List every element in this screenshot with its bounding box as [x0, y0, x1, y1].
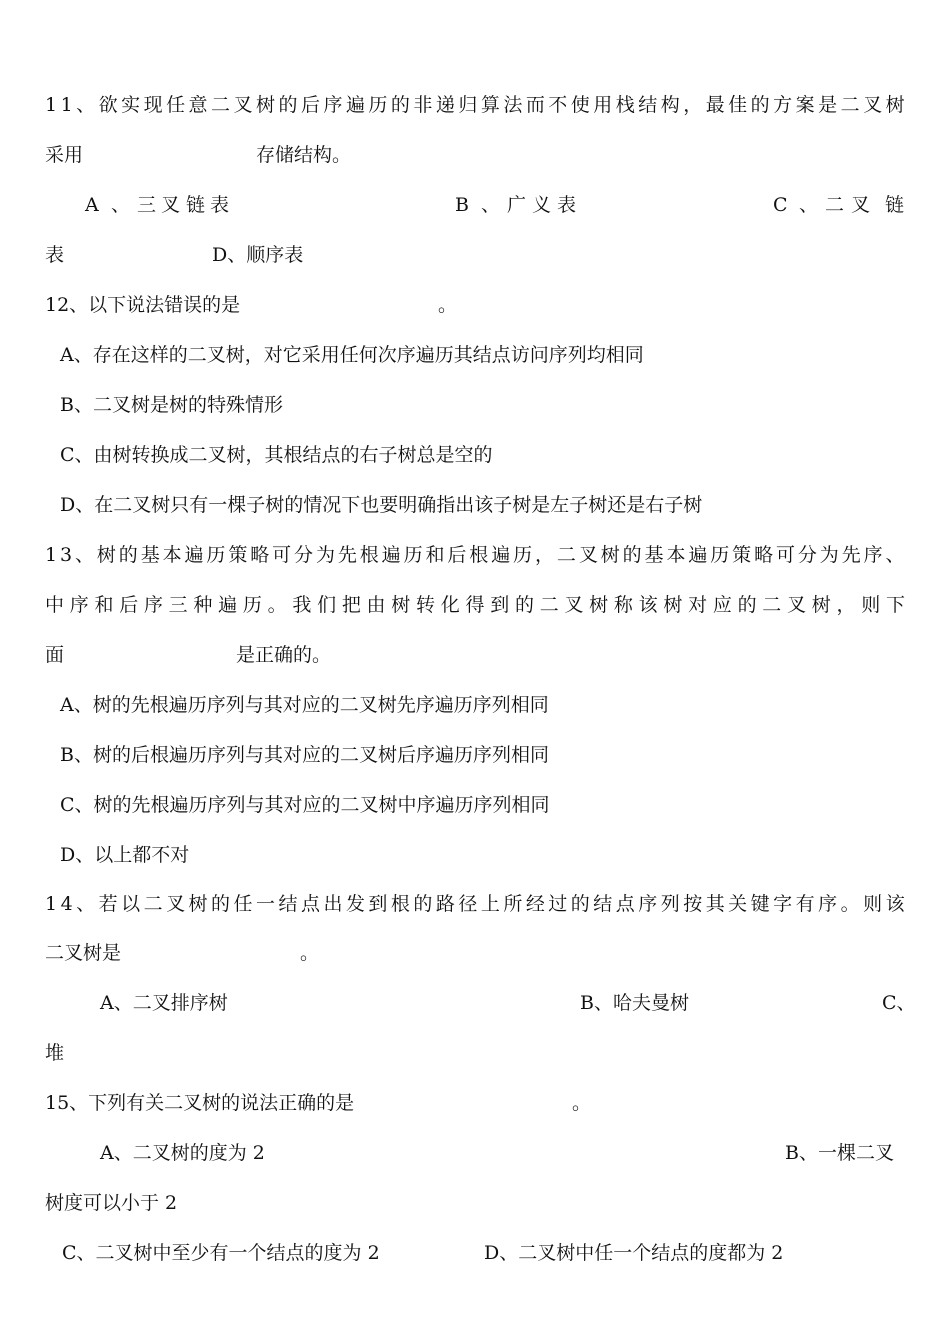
q14-line1-char: 键: [750, 893, 770, 915]
q13-stem-line3-pre: 面: [45, 644, 65, 666]
q13-line1-char: 历: [206, 544, 226, 566]
q15-option-d: D、二叉树中任一个结点的度都为 2: [484, 1242, 784, 1264]
q13-option-c: C、树的先根遍历序列与其对应的二叉树中序遍历序列相同: [60, 794, 550, 816]
q11-line1-char: 案: [795, 94, 815, 116]
q14-line1-char: 到: [368, 893, 388, 915]
q14-line1-char: 按: [683, 893, 703, 915]
q13-line1-char: 分: [797, 544, 817, 566]
q13-line1-char: 3: [59, 544, 73, 566]
q13-line1-char: 树: [96, 544, 116, 566]
q14-line1-char: 上: [480, 893, 500, 915]
q13-line2-char: 的: [514, 594, 534, 616]
q11-line1-char: 序: [323, 94, 343, 116]
q11-line1-char: 不: [548, 94, 568, 116]
q14-stem-line2-post: 。: [300, 942, 320, 964]
q11-options-char: 三: [137, 194, 157, 216]
q11-line1-char: 使: [570, 94, 590, 116]
q11-line1-char: 实: [121, 94, 141, 116]
q11-line1-char: 最: [705, 94, 725, 116]
q14-option-c: C、: [882, 992, 916, 1014]
q11-options-char: 叉: [851, 194, 871, 216]
q11-options-char: C: [773, 194, 788, 216]
q11-options-char: 二: [825, 194, 845, 216]
q14-line1-char: 则: [863, 893, 883, 915]
q13-line1-char: 基: [644, 544, 664, 566]
q11-line1-char: 树: [885, 94, 905, 116]
q14-line1-char: 序: [818, 893, 838, 915]
q11-options-char: 、: [799, 194, 819, 216]
q12-option-d: D、在二叉树只有一棵子树的情况下也要明确指出该子树是左子树还是右子树: [60, 494, 703, 516]
q11-line1-char: 用: [593, 94, 613, 116]
q13-line2-char: 们: [317, 594, 337, 616]
q11-options-char: 链: [885, 194, 905, 216]
q14-line1-char: 发: [345, 893, 365, 915]
q15-option-b: B、一棵二叉: [785, 1142, 894, 1164]
q11-option-d: D、顺序表: [212, 244, 304, 266]
q14-line1-char: 一: [256, 893, 276, 915]
q11-line1-char: 二: [840, 94, 860, 116]
q14-line1-char: 4: [60, 893, 73, 915]
q13-line1-char: 的: [622, 544, 642, 566]
q13-line1-char: 策: [228, 544, 248, 566]
q13-line2-char: 树: [663, 594, 683, 616]
q15-option-b-cont: 树度可以小于 2: [45, 1192, 178, 1214]
q11-line1-char: 是: [818, 94, 838, 116]
q14-option-c-cont: 堆: [45, 1042, 65, 1064]
q11-line1-char: 、: [76, 94, 96, 116]
q13-line2-char: 化: [440, 594, 460, 616]
q11-line1-char: 而: [525, 94, 545, 116]
q14-line1-char: 字: [773, 893, 793, 915]
q13-line1-char: 略: [754, 544, 774, 566]
q13-line1-char: 序: [863, 544, 883, 566]
q13-line2-char: 应: [712, 594, 732, 616]
q13-option-b: B、树的后根遍历序列与其对应的二叉树后序遍历序列相同: [60, 744, 549, 766]
q13-line1-char: 和: [425, 544, 445, 566]
q14-line1-char: 二: [143, 893, 163, 915]
q11-line1-char: 意: [188, 94, 208, 116]
q13-line2-char: 历: [242, 594, 262, 616]
q11-options-char: 链: [186, 194, 206, 216]
q11-line1-char: 结: [638, 94, 658, 116]
q14-option-b: B、哈夫曼树: [580, 992, 689, 1014]
q13-line2-char: 得: [465, 594, 485, 616]
q14-line1-char: 、: [76, 893, 96, 915]
q13-line1-char: 遍: [491, 544, 511, 566]
q11-options-char: 、: [481, 194, 501, 216]
q13-line1-char: 本: [162, 544, 182, 566]
q11-line1-char: 构: [660, 94, 680, 116]
q14-line1-char: 其: [705, 893, 725, 915]
q13-line2-char: 序: [69, 594, 89, 616]
q11-line1-char: 1: [60, 94, 73, 116]
q11-options-char: 表: [210, 194, 230, 216]
q13-line1-char: 遍: [184, 544, 204, 566]
q13-line2-char: 中: [45, 594, 65, 616]
q12-option-c: C、由树转换成二叉树，其根结点的右子树总是空的: [60, 444, 493, 466]
q11-line1-char: 方: [773, 94, 793, 116]
q11-options-char: 、: [111, 194, 131, 216]
q11-line1-char: 任: [166, 94, 186, 116]
q14-line1-char: 树: [188, 893, 208, 915]
q14-line1-char: 列: [660, 893, 680, 915]
q11-line1-char: 归: [458, 94, 478, 116]
q13-line1-char: 略: [250, 544, 270, 566]
q14-line1-char: 任: [233, 893, 253, 915]
q13-line1-char: 根: [359, 544, 379, 566]
q13-line2-char: 到: [490, 594, 510, 616]
q11-options-char: 义: [532, 194, 552, 216]
q13-stem-line2: [45, 592, 905, 618]
q14-line1-char: 。: [840, 893, 860, 915]
q14-line1-char: 以: [121, 893, 141, 915]
q15-option-a: A、二叉树的度为 2: [100, 1142, 265, 1164]
q14-line1-char: 点: [615, 893, 635, 915]
q12-option-b: B、二叉树是树的特殊情形: [60, 394, 283, 416]
q13-line1-char: ，: [535, 544, 555, 566]
q11-line1-char: 叉: [863, 94, 883, 116]
q13-line1-char: 策: [732, 544, 752, 566]
q14-option-a: A、二叉排序树: [100, 992, 228, 1014]
q11-line1-char: 非: [413, 94, 433, 116]
q11-line1-char: 叉: [233, 94, 253, 116]
q13-line1-char: 后: [447, 544, 467, 566]
q13-line2-char: 序: [143, 594, 163, 616]
q11-line1-char: 现: [143, 94, 163, 116]
q13-stem-line1: [45, 542, 905, 568]
q13-line1-char: 遍: [381, 544, 401, 566]
q13-line1-char: 的: [118, 544, 138, 566]
q13-line2-char: 树: [391, 594, 411, 616]
q13-line1-char: 叉: [578, 544, 598, 566]
q13-line2-char: 二: [762, 594, 782, 616]
q13-line1-char: 为: [315, 544, 335, 566]
q14-line1-char: 所: [503, 893, 523, 915]
q12-option-a: A、存在这样的二叉树，对它采用任何次序遍历其结点访问序列均相同: [60, 344, 644, 366]
q13-line2-char: ，: [836, 594, 856, 616]
q13-line2-char: 种: [193, 594, 213, 616]
q13-line1-char: 历: [403, 544, 423, 566]
q14-line1-char: 的: [413, 893, 433, 915]
q14-stem-line2-pre: 二叉树是: [45, 942, 122, 964]
q13-line2-char: 把: [341, 594, 361, 616]
q11-options-char: A: [85, 194, 99, 216]
q11-line1-char: 欲: [98, 94, 118, 116]
q11-line1-char: 历: [368, 94, 388, 116]
q14-line1-char: 点: [300, 893, 320, 915]
q13-line2-char: 我: [292, 594, 312, 616]
q14-line1-char: 有: [795, 893, 815, 915]
q11-line1-char: 遍: [345, 94, 365, 116]
q13-line2-char: 二: [539, 594, 559, 616]
q13-line2-char: 叉: [787, 594, 807, 616]
q13-line2-char: 该: [638, 594, 658, 616]
q11-line1-char: 算: [480, 94, 500, 116]
q13-option-a: A、树的先根遍历序列与其对应的二叉树先序遍历序列相同: [60, 694, 549, 716]
q13-line1-char: 、: [885, 544, 905, 566]
q13-line2-char: 树: [811, 594, 831, 616]
q11-stem-line1: [45, 92, 905, 118]
q12-stem-end: 。: [438, 294, 458, 316]
q13-line1-char: 树: [600, 544, 620, 566]
q13-line1-char: 二: [556, 544, 576, 566]
q13-line2-char: 三: [168, 594, 188, 616]
q13-line1-char: 为: [819, 544, 839, 566]
q13-line1-char: 可: [775, 544, 795, 566]
q14-line1-char: 结: [593, 893, 613, 915]
q14-line1-char: 根: [390, 893, 410, 915]
q14-line1-char: 的: [211, 893, 231, 915]
q14-line1-char: 叉: [166, 893, 186, 915]
q14-line1-char: 结: [278, 893, 298, 915]
q13-line1-char: 遍: [688, 544, 708, 566]
q11-stem-line2-pre: 采用: [45, 144, 84, 166]
q13-line1-char: 先: [841, 544, 861, 566]
q13-line1-char: 、: [74, 544, 94, 566]
q13-line1-char: 基: [140, 544, 160, 566]
q13-line2-char: 遍: [218, 594, 238, 616]
q13-line2-char: 称: [613, 594, 633, 616]
q14-line1-char: 的: [570, 893, 590, 915]
q13-line2-char: 转: [416, 594, 436, 616]
q13-line2-char: 叉: [564, 594, 584, 616]
q11-options-char: 表: [557, 194, 577, 216]
q13-option-d: D、以上都不对: [60, 844, 190, 866]
q11-options-char: 广: [507, 194, 527, 216]
q11-line1-char: 后: [300, 94, 320, 116]
q13-line2-char: 后: [119, 594, 139, 616]
q11-line1-char: 的: [390, 94, 410, 116]
q14-line1-char: 关: [728, 893, 748, 915]
q13-line1-char: 先: [337, 544, 357, 566]
q11-line1-char: ，: [683, 94, 703, 116]
q13-line2-char: 的: [737, 594, 757, 616]
q11-line1-char: 栈: [615, 94, 635, 116]
q11-line1-char: 1: [45, 94, 58, 116]
q13-line2-char: 由: [366, 594, 386, 616]
q13-stem-line3-post: 是正确的。: [236, 644, 332, 666]
q13-line2-char: 则: [861, 594, 881, 616]
q14-stem-line1: [45, 891, 905, 917]
q11-line1-char: 的: [750, 94, 770, 116]
q14-line1-char: 径: [458, 893, 478, 915]
q13-line2-char: 树: [589, 594, 609, 616]
q11-stem-line2-post: 存储结构。: [256, 144, 352, 166]
q15-option-c: C、二叉树中至少有一个结点的度为 2: [62, 1242, 380, 1264]
q14-line1-char: 路: [435, 893, 455, 915]
q13-line2-char: 对: [688, 594, 708, 616]
q11-line1-char: 递: [435, 94, 455, 116]
q13-line1-char: 历: [513, 544, 533, 566]
q14-line1-char: 该: [885, 893, 905, 915]
q11-options-char: 叉: [161, 194, 181, 216]
q14-line1-char: 1: [45, 893, 58, 915]
q13-line2-char: 下: [885, 594, 905, 616]
q14-line1-char: 若: [98, 893, 118, 915]
q11-options-char: B: [455, 194, 469, 216]
q13-line1-char: 根: [469, 544, 489, 566]
q11-line1-char: 二: [211, 94, 231, 116]
q13-line1-char: 1: [45, 544, 58, 566]
q13-line2-char: 和: [94, 594, 114, 616]
q11-line1-char: 树: [256, 94, 276, 116]
q13-line1-char: 分: [294, 544, 314, 566]
q13-line2-char: 。: [267, 594, 287, 616]
q12-stem: 12、以下说法错误的是: [45, 294, 241, 316]
q14-line1-char: 序: [638, 893, 658, 915]
q11-line1-char: 佳: [728, 94, 748, 116]
q11-line1-char: 法: [503, 94, 523, 116]
q11-line1-char: 的: [278, 94, 298, 116]
q15-stem-end: 。: [572, 1092, 592, 1114]
q14-line1-char: 出: [323, 893, 343, 915]
q13-line1-char: 本: [666, 544, 686, 566]
q11-option-c-cont: 表: [45, 244, 65, 266]
q14-line1-char: 经: [525, 893, 545, 915]
q13-line1-char: 历: [710, 544, 730, 566]
q14-line1-char: 过: [548, 893, 568, 915]
q13-line1-char: 可: [272, 544, 292, 566]
q15-stem: 15、下列有关二叉树的说法正确的是: [45, 1092, 355, 1114]
